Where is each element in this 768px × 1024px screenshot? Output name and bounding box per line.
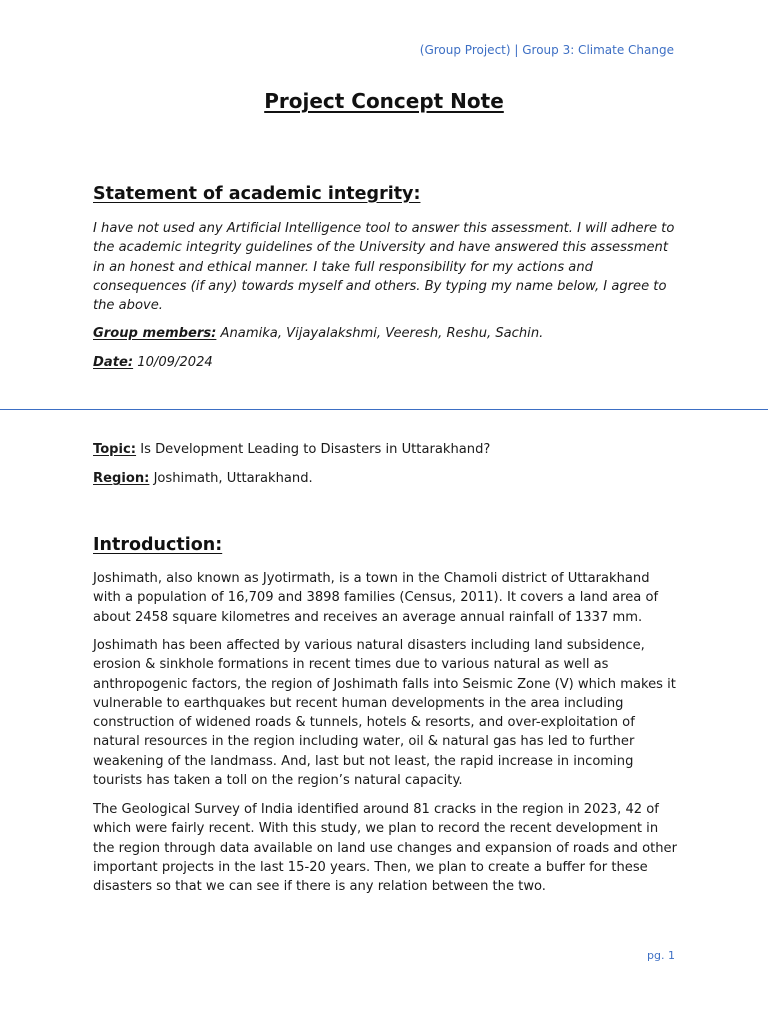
section-divider bbox=[0, 409, 768, 410]
page-number: pg. 1 bbox=[647, 949, 675, 962]
date-value: 10/09/2024 bbox=[137, 355, 213, 370]
page-title: Project Concept Note bbox=[264, 89, 504, 113]
intro-paragraph: Joshimath, also known as Jyotirmath, is a town in the Chamoli district of Uttarakhand with a population of 16,709 and 3898 families (Census, 2011). It covers a land area of about 2458 square kilometres and receives an average annual rainfall of 1337 mm. bbox=[93, 571, 659, 625]
topic-value: Is Development Leading to Disasters in Uttarakhand? bbox=[140, 442, 491, 457]
group-members-label: Group members: bbox=[93, 326, 217, 341]
region-line bbox=[93, 469, 313, 488]
region-value: Joshimath, Uttarakhand. bbox=[153, 471, 313, 486]
integrity-statement: I have not used any Artificial Intelligence tool to answer this assessment. I will adhere to the academic integrity guidelines of the University and have answered this assessment in an honest and ethical manner. I take full responsibility for my actions and consequences (if any) towards myself and others. By typing my name below, I agree to the above. bbox=[93, 221, 675, 314]
group-members-value: Anamika, Vijayalakshmi, Veeresh, Reshu, Sachin. bbox=[220, 326, 544, 341]
intro-paragraph: The Geological Survey of India identified around 81 cracks in the region in 2023, 42 of which were fairly recent. With this study, we plan to record the recent development in the region through data available on land use changes and expansion of roads and other important projects in the last 15-20 years. Then, we plan to create a buffer for these disasters so that we can see if there is any relation between the two. bbox=[93, 802, 677, 895]
header-note: (Group Project) | Group 3: Climate Change bbox=[419, 43, 674, 57]
date-line bbox=[93, 353, 213, 372]
group-members-line bbox=[93, 324, 543, 343]
region-label: Region: bbox=[93, 471, 150, 486]
topic-label: Topic: bbox=[93, 442, 137, 457]
intro-paragraph: Joshimath has been affected by various natural disasters including land subsidence, erosion & sinkhole formations in recent times due to various natural as well as anthropogenic factors, the region of Joshimath falls into Seismic Zone (V) which makes it vulnerable to earthquakes but recent human developments in the area including construction of widened roads & tunnels, hotels & resorts, and over-exploitation of natural resources in the region including water, oil & natural gas has led to further weakening of the landmass. And, last but not least, the rapid increase in incoming tourists has taken a toll on the region’s natural capacity. bbox=[93, 638, 676, 789]
integrity-heading: Statement of academic integrity: bbox=[93, 184, 421, 204]
introduction-heading: Introduction: bbox=[93, 535, 223, 555]
date-label: Date: bbox=[93, 355, 134, 370]
topic-line bbox=[93, 440, 490, 459]
